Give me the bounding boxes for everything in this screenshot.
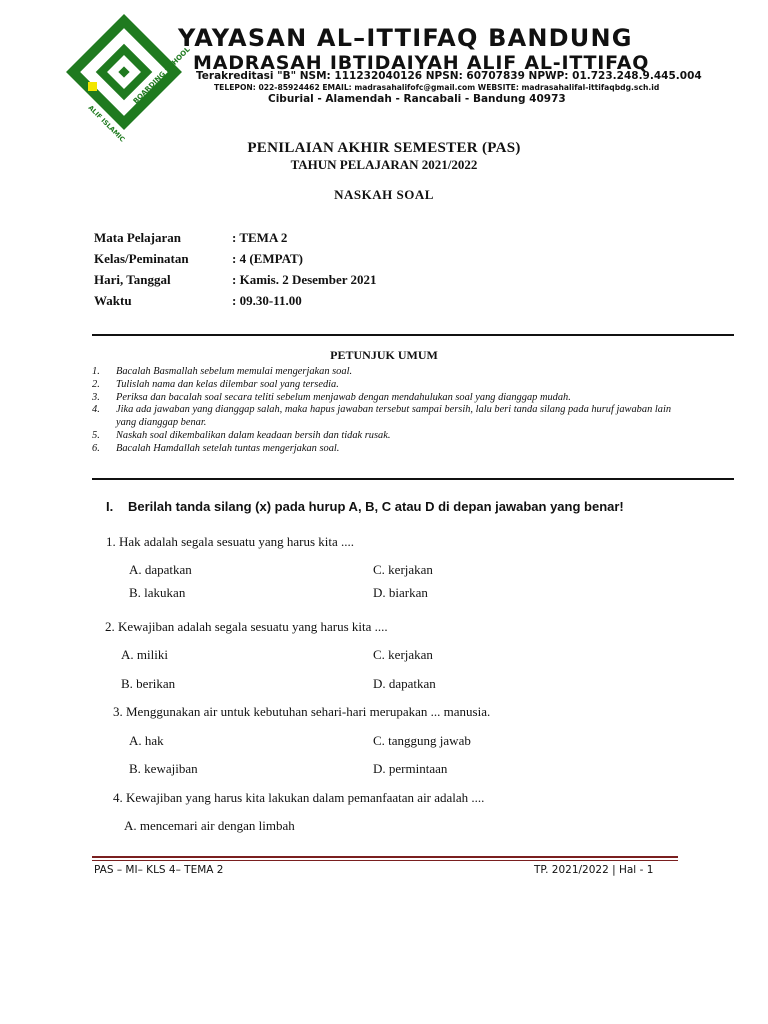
school-logo [66, 16, 192, 144]
naskah-heading: NASKAH SOAL [334, 187, 434, 202]
option-d[interactable]: D. dapatkan [373, 676, 436, 691]
foundation-name: YAYASAN AL–ITTIFAQ BANDUNG [178, 24, 633, 52]
footer-page-info: TP. 2021/2022 | Hal - 1 [534, 864, 654, 876]
option-a[interactable]: A. dapatkan [129, 562, 192, 577]
footer-rule [92, 860, 678, 861]
list-item: 6. Bacalah Hamdallah setelah tuntas mengerjakan soal. [92, 442, 340, 454]
footer-exam-code: PAS – MI– KLS 4– TEMA 2 [94, 864, 224, 876]
svg-text:ALIF ISLAMIC: ALIF ISLAMIC [86, 103, 127, 144]
divider [92, 478, 734, 480]
instructions-title: PETUNJUK UMUM [330, 348, 438, 362]
accreditation-line: Terakreditasi "B" NSM: 111232040126 NPSN: 60707839 NPWP: 01.723.248.9.445.004 [196, 70, 702, 82]
exam-title: PENILAIAN AKHIR SEMESTER (PAS) [247, 140, 521, 156]
info-value: : TEMA 2 [232, 230, 288, 245]
instructions-list [92, 366, 672, 456]
option-a[interactable]: A. miliki [121, 647, 168, 662]
address-line: Ciburial - Alamendah - Rancabali - Bandung 40973 [268, 93, 566, 105]
question-4: 4. Kewajiban yang harus kita lakukan dalam pemanfaatan air adalah .... [113, 790, 485, 805]
divider [92, 334, 734, 336]
info-label: Hari, Tanggal [94, 272, 171, 287]
option-c[interactable]: C. tanggung jawab [373, 733, 471, 748]
list-item: 5. Naskah soal dikembalikan dalam keadaan bersih dan tidak rusak. [92, 429, 391, 441]
list-item: 3. Periksa dan bacalah soal secara teliti sebelum menjawab dengan mendahulukan soal yang dianggap mudah. [92, 391, 571, 403]
option-d[interactable]: D. biarkan [373, 585, 428, 600]
option-a[interactable]: A. mencemari air dengan limbah [124, 818, 295, 833]
option-b[interactable]: B. kewajiban [129, 761, 198, 776]
footer-rule [92, 856, 678, 858]
list-item: 2. Tulislah nama dan kelas dilembar soal yang tersedia. [92, 378, 339, 390]
info-label: Waktu [94, 293, 132, 308]
info-value: : 09.30-11.00 [232, 293, 302, 308]
info-value: : Kamis. 2 Desember 2021 [232, 272, 377, 287]
question-1: 1. Hak adalah segala sesuatu yang harus kita .... [106, 534, 355, 549]
info-label: Mata Pelajaran [94, 230, 182, 245]
info-value: : 4 (EMPAT) [232, 251, 303, 266]
question-2: 2. Kewajiban adalah segala sesuatu yang harus kita .... [105, 619, 388, 634]
option-b[interactable]: B. lakukan [129, 585, 186, 600]
list-item: 4. Jika ada jawaban yang dianggap salah, maka hapus jawaban tersebut sampai bersih, lalu beri tanda silang pada huruf jawaban lain yang dianggap benar. [92, 404, 672, 429]
question-3: 3. Menggunakan air untuk kebutuhan sehari-hari merupakan ... manusia. [113, 704, 491, 719]
option-d[interactable]: D. permintaan [373, 761, 448, 776]
section-instruction: Berilah tanda silang (x) pada hurup A, B, C atau D di depan jawaban yang benar! [128, 499, 624, 514]
option-a[interactable]: A. hak [129, 733, 164, 748]
option-b[interactable]: B. berikan [121, 676, 176, 691]
info-label: Kelas/Peminatan [94, 251, 189, 266]
option-c[interactable]: C. kerjakan [373, 562, 433, 577]
school-name: MADRASAH IBTIDAIYAH ALIF AL-ITTIFAQ [193, 52, 650, 74]
contact-line: TELEPON: 022-85924462 EMAIL: madrasahalifofc@gmail.com WEBSITE: madrasahalifal-ittifaqbdg.sch.id [214, 83, 660, 92]
option-c[interactable]: C. kerjakan [373, 647, 433, 662]
section-number: I. [106, 499, 114, 514]
exam-year: TAHUN PELAJARAN 2021/2022 [290, 157, 478, 172]
svg-text:BOARDING SCHOOL: BOARDING SCHOOL [131, 45, 192, 106]
list-item: 1. Bacalah Basmallah sebelum memulai mengerjakan soal. [92, 366, 353, 377]
